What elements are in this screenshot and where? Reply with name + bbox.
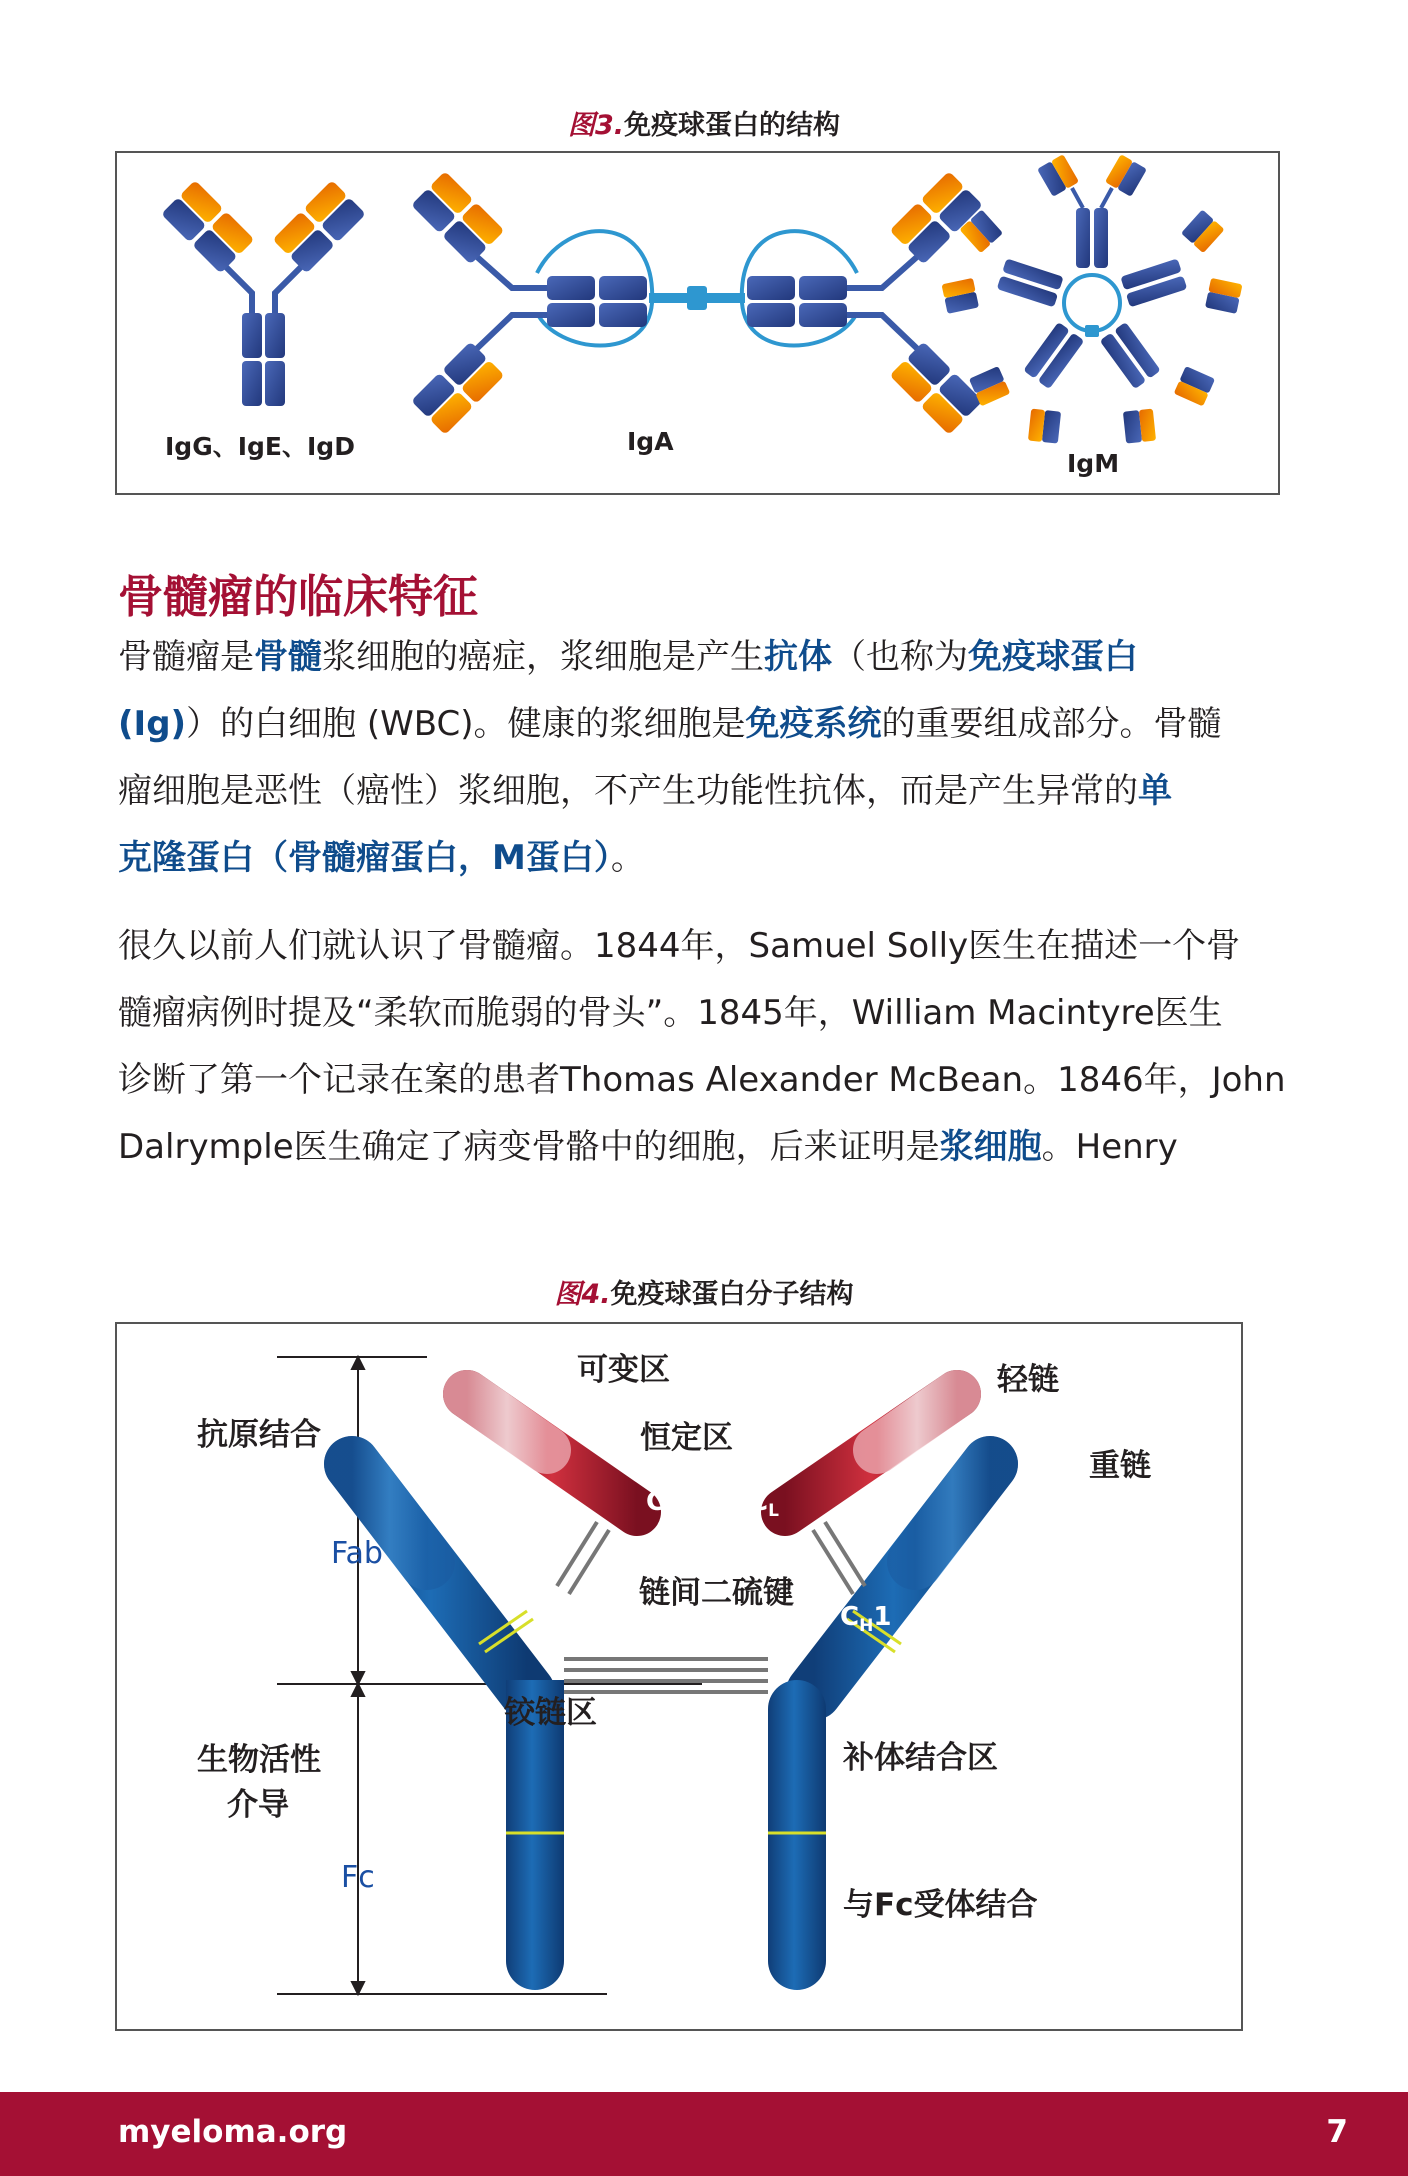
figure3-box bbox=[115, 151, 1280, 495]
ch1-left-label: $C_H1$ bbox=[557, 1602, 609, 1637]
text-run: 。 bbox=[610, 838, 645, 878]
keyword-link[interactable]: 单 bbox=[1138, 771, 1172, 811]
paragraph-2 bbox=[118, 913, 1298, 1181]
keyword-link[interactable]: (Ig) bbox=[118, 704, 187, 744]
keyword-link[interactable]: 免疫系统 bbox=[745, 704, 882, 744]
text-run: 骨髓瘤是 bbox=[118, 637, 254, 677]
light-chain-left bbox=[467, 1394, 637, 1512]
text-run: Dalrymple医生确定了病变骨骼中的细胞，后来证明是 bbox=[118, 1127, 940, 1167]
keyword-link[interactable]: 骨髓 bbox=[254, 637, 322, 677]
igm-pentamer-icon bbox=[933, 154, 1250, 456]
paragraph-2-line: 很久以前人们就认识了骨髓瘤。1844年，Samuel Solly医生在描述一个骨 bbox=[118, 926, 1241, 966]
text-run: 浆细胞的癌症，浆细胞是产生 bbox=[322, 637, 764, 677]
constant-region-label: 恒定区 bbox=[640, 1420, 733, 1456]
paragraph-2-line: 诊断了第一个记录在案的患者Thomas Alexander McBean。1846年，John bbox=[118, 1060, 1286, 1100]
keyword-link[interactable]: 克隆蛋白（骨髓瘤蛋白，M蛋白） bbox=[118, 838, 611, 878]
ch2-label: $C_H2$ bbox=[627, 1740, 679, 1775]
bio-activity-label-line2: 介导 bbox=[227, 1787, 289, 1823]
paragraph-1-line bbox=[118, 691, 1298, 758]
ch1-right-label: $C_H1$ bbox=[840, 1602, 892, 1637]
figure3-title bbox=[0, 103, 1408, 142]
paragraph-1-line bbox=[118, 825, 1298, 892]
iga-label: IgA bbox=[627, 427, 674, 456]
igm-label: IgM bbox=[1067, 449, 1120, 478]
antigen-binding-label: 抗原结合 bbox=[197, 1417, 321, 1453]
paragraph-1 bbox=[118, 624, 1298, 892]
bio-activity-label-line1: 生物活性 bbox=[197, 1742, 321, 1778]
paragraph-1-line bbox=[118, 624, 1298, 691]
paragraph-1-line bbox=[118, 758, 1298, 825]
keyword-link[interactable]: 浆细胞 bbox=[939, 1127, 1042, 1167]
paragraph-2-line bbox=[118, 1114, 1298, 1181]
heavy-chain-label: 重链 bbox=[1089, 1448, 1151, 1484]
fab-label: Fab bbox=[331, 1536, 383, 1571]
page-number: 7 bbox=[1326, 2114, 1348, 2150]
figure3-caption: 免疫球蛋白的结构 bbox=[624, 110, 841, 141]
fc-receptor-binding-label: 与Fc受体结合 bbox=[843, 1887, 1038, 1923]
keyword-link[interactable]: 免疫球蛋白 bbox=[968, 637, 1138, 677]
footer-site-link[interactable]: myeloma.org bbox=[118, 2114, 348, 2150]
keyword-link[interactable]: 抗体 bbox=[764, 637, 832, 677]
figure4-number: 图4. bbox=[554, 1279, 611, 1310]
complement-binding-label: 补体结合区 bbox=[843, 1740, 998, 1776]
figure4-title bbox=[0, 1272, 1408, 1311]
variable-region-label: 可变区 bbox=[577, 1352, 670, 1388]
disulfide-bond-label: 链间二硫键 bbox=[639, 1575, 794, 1611]
text-run: 。Henry bbox=[1041, 1127, 1178, 1167]
igg-monomer-icon bbox=[161, 180, 366, 406]
cl-left-label: $C_L$ bbox=[646, 1487, 676, 1522]
text-run: ）的白细胞 (WBC)。健康的浆细胞是 bbox=[186, 704, 746, 744]
light-chain-label: 轻链 bbox=[997, 1362, 1059, 1398]
text-run: 的重要组成部分。骨髓 bbox=[881, 704, 1222, 744]
igg-label: IgG、IgE、IgD bbox=[165, 432, 355, 461]
iga-dimer-icon bbox=[411, 171, 983, 435]
figure3-number: 图3. bbox=[567, 110, 625, 141]
page-footer bbox=[0, 2092, 1408, 2176]
section-heading: 骨髓瘤的临床特征 bbox=[118, 570, 479, 623]
figure4-box bbox=[115, 1322, 1243, 2031]
light-chain-right bbox=[785, 1394, 957, 1512]
ch3-label: $C_H3$ bbox=[627, 1890, 679, 1925]
cl-right-label: $C_L$ bbox=[749, 1487, 779, 1522]
hinge-region-label: 铰链区 bbox=[504, 1695, 597, 1731]
text-run: （也称为 bbox=[832, 637, 968, 677]
text-run: 瘤细胞是恶性（癌性）浆细胞，不产生功能性抗体，而是产生异常的 bbox=[118, 771, 1138, 811]
paragraph-2-line: 髓瘤病例时提及“柔软而脆弱的骨头”。1845年，William Macintyre医生 bbox=[118, 993, 1223, 1033]
fc-label: Fc bbox=[341, 1860, 375, 1895]
figure4-caption: 免疫球蛋白分子结构 bbox=[610, 1279, 854, 1310]
